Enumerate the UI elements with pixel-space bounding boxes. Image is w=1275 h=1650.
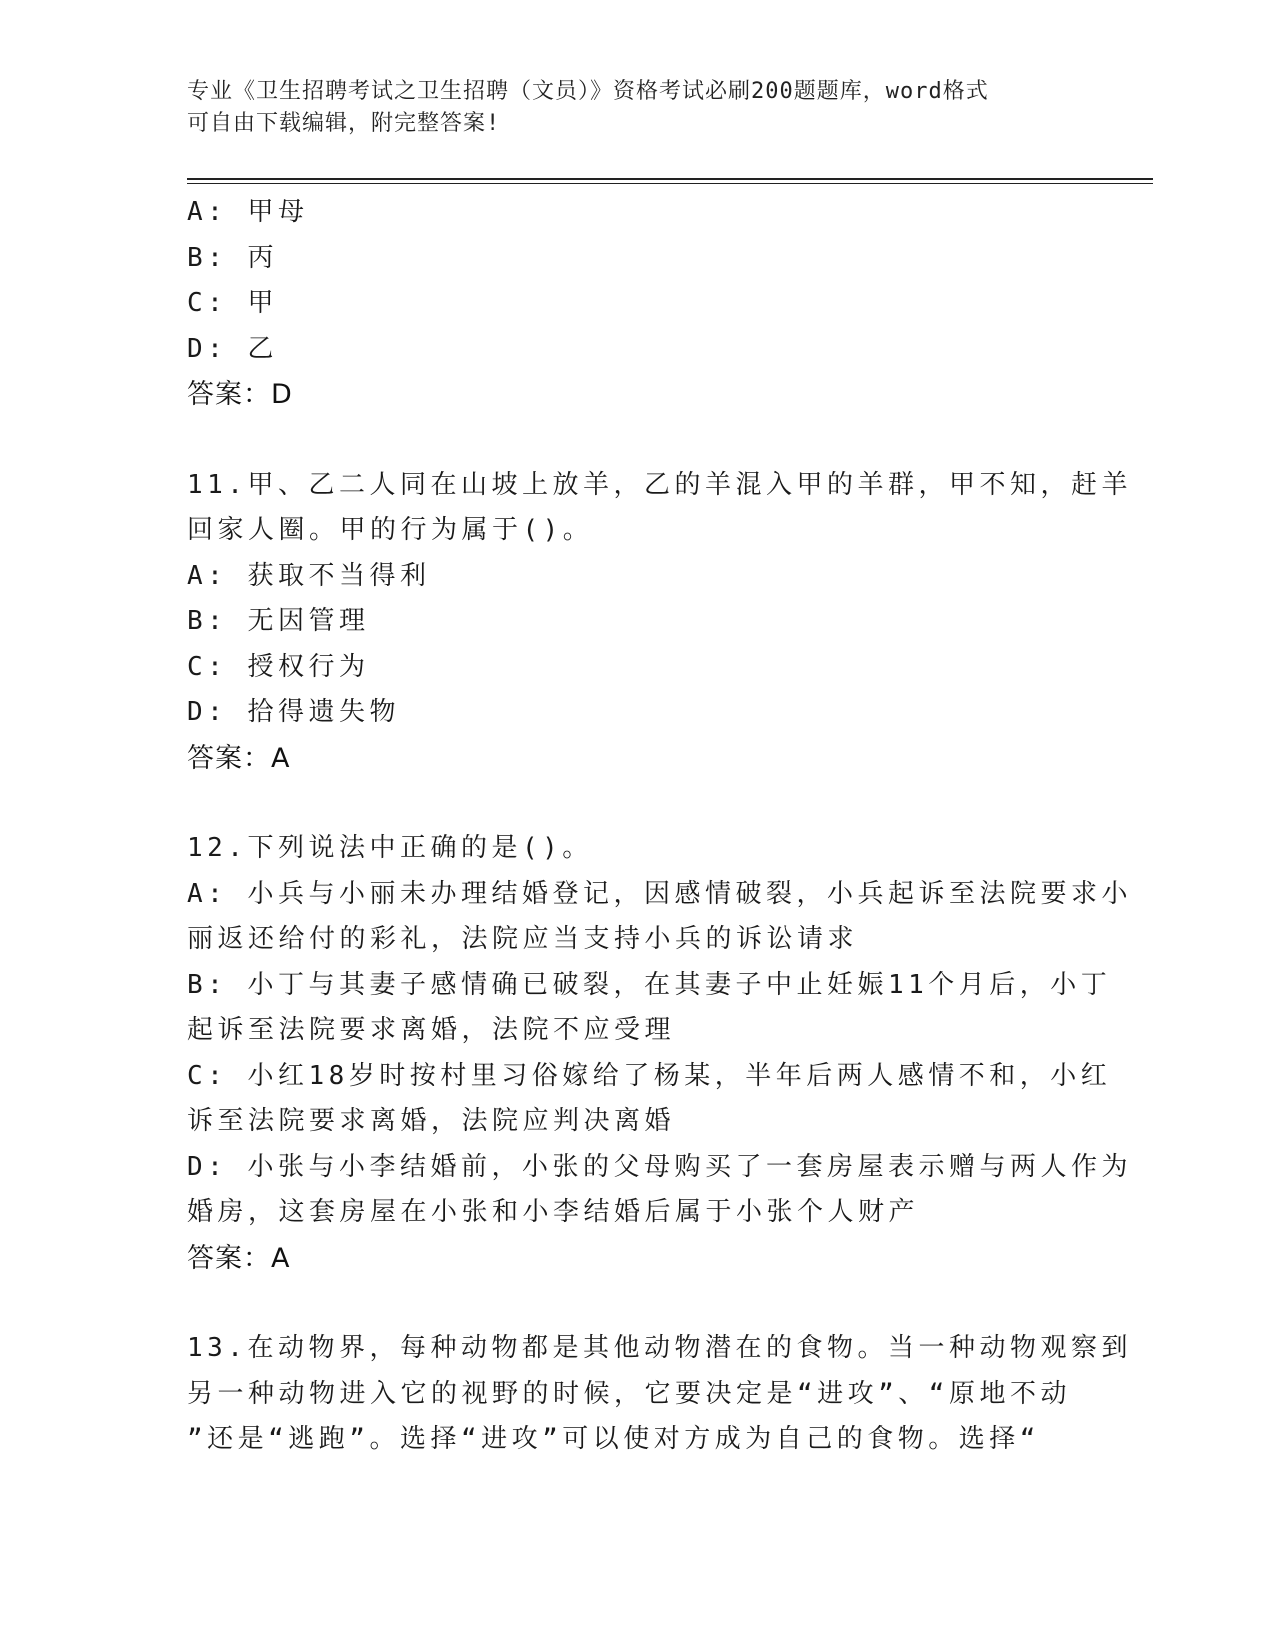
question-list [187,190,1132,1463]
question-stem-line: 另一种动物进入它的视野的时候，它要决定是“进攻”、“原地不动 [187,1378,1071,1409]
question-spacer [187,781,1087,826]
header-rule-thin [187,183,1153,184]
option-b: B: 丙 [187,242,278,273]
question-stem-line: 回家人圈。甲的行为属于()。 [187,515,594,545]
question-stem-line: 11.甲、乙二人同在山坡上放羊，乙的羊混入甲的羊群，甲不知，赶羊 [187,469,1132,500]
option-a-continued: 丽返还给付的彩礼，法院应当支持小兵的诉讼请求 [187,924,859,954]
question-12 [187,826,1132,1281]
header-line-2: 可自由下载编辑，附完整答案! [187,111,501,136]
answer-label: 答案：D [187,379,293,410]
header-line-1: 专业《卫生招聘考试之卫生招聘（文员）》资格考试必刷200题题库，word格式 [187,79,989,104]
option-a: A: 小兵与小丽未办理结婚登记，因感情破裂，小兵起诉至法院要求小 [187,878,1132,909]
option-a: A: 甲母 [187,197,309,227]
option-b-continued: 起诉至法院要求离婚，法院不应受理 [187,1015,676,1045]
question-spacer [187,1281,1087,1326]
question-stem-line: 13.在动物界，每种动物都是其他动物潜在的食物。当一种动物观察到 [187,1333,1132,1363]
option-d: D: 乙 [187,333,278,364]
question-stem-line: 12.下列说法中正确的是()。 [187,833,593,863]
answer-label: 答案：A [187,1242,291,1274]
document-header [187,76,1067,140]
question-11 [187,463,1132,782]
header-rule-thick [187,178,1153,180]
option-c: C: 小红18岁时按村里习俗嫁给了杨某，半年后两人感情不和，小红 [187,1060,1112,1091]
option-b: B: 小丁与其妻子感情确已破裂，在其妻子中止妊娠11个月后，小丁 [187,969,1112,1000]
option-d: D: 拾得遗失物 [187,697,400,727]
question-13 [187,1326,1132,1463]
option-a: A: 获取不当得利 [187,560,431,591]
option-b: B: 无因管理 [187,606,370,636]
option-c: C: 授权行为 [187,651,370,682]
option-d: D: 小张与小李结婚前，小张的父母购买了一套房屋表示赠与两人作为 [187,1151,1132,1182]
question-10 [187,190,1087,418]
option-c: C: 甲 [187,288,278,318]
question-spacer [187,418,1087,463]
question-stem-line: ”还是“逃跑”。选择“进攻”可以使对方成为自己的食物。选择“ [187,1424,1040,1454]
answer-label: 答案：A [187,742,291,774]
option-c-continued: 诉至法院要求离婚，法院应判决离婚 [187,1106,676,1136]
option-d-continued: 婚房，这套房屋在小张和小李结婚后属于小张个人财产 [187,1197,920,1227]
